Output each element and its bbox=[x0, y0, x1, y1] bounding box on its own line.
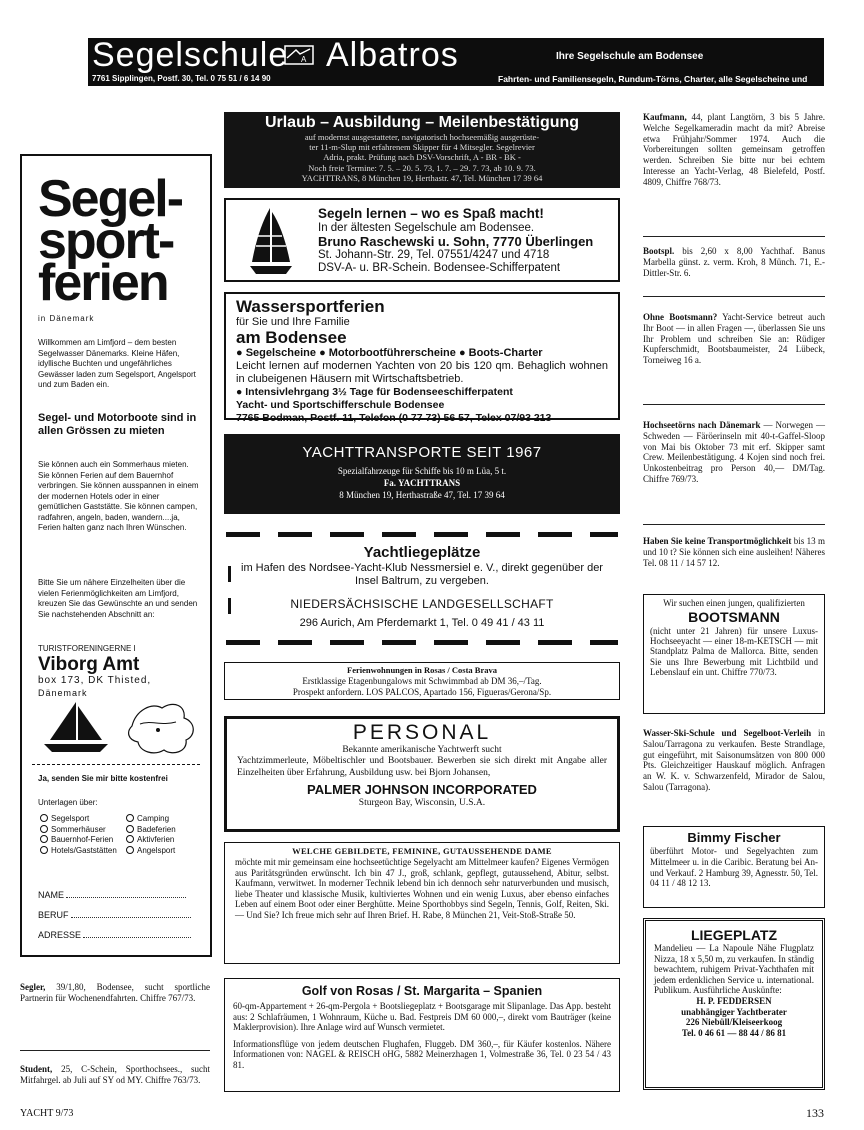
liegeplatz-body: Mandelieu — La Napoule Nähe Flugplatz Nizza, 18 x 5,50 m, zu verkaufen. In ständig bewachtem, ruhigem Privat-Yachthafen mit jedem erdenklichen Service u. international. Publikum. Ausführliche Auskünfte: bbox=[654, 943, 814, 996]
field-label: ADRESSE bbox=[38, 930, 82, 940]
dash-border-bottom bbox=[226, 640, 618, 645]
wassersport-course: ● Intensivlehrgang 3½ Tage für Bodenseeschifferpatent bbox=[236, 386, 513, 398]
daenemark-ad bbox=[20, 154, 212, 957]
golf-body2: Informationsflüge von jedem deutschen Flughafen, Fluggeb. DM 360,–, für Käufer kostenlos. Nähere Informationen von: NAGEL & REISCH oHG, 5882 Meinerzhagen 1, Volmestraße 36, Tel. 0 23 54 / 43 81. bbox=[233, 1038, 611, 1070]
liegeplatz-tel: Tel. 0 46 61 — 88 44 / 86 81 bbox=[681, 1027, 787, 1038]
yachttransporte-ad bbox=[224, 434, 620, 514]
classified-lead: Haben Sie keine Transportmöglichkeit bbox=[643, 536, 792, 546]
classified-segler bbox=[20, 982, 210, 1004]
wassersport-title: Wassersportferien bbox=[236, 297, 385, 316]
bar-mark bbox=[228, 598, 231, 614]
classified-lead: Bootspl. bbox=[643, 246, 675, 256]
urlaub-line: auf modernst ausgestatteter, navigatorisch hochseemäßig ausgerüste- bbox=[304, 132, 540, 142]
checkbox-icon[interactable] bbox=[40, 846, 48, 854]
header-banner bbox=[88, 36, 824, 94]
option-segelsport[interactable] bbox=[40, 814, 130, 825]
bimmy-body: überführt Motor- und Segelyachten zum Mittelmeer u. in die Caribic. Beratung bei An- und Verkauf. 2 Hamburg 39, Agnesstr. 50, Tel. 04 11 / 48 12 13. bbox=[650, 846, 818, 889]
title-line-2: sport- bbox=[38, 212, 174, 270]
coupon-cut-line bbox=[32, 764, 200, 765]
liegeplaetze-address: 296 Aurich, Am Pferdemarkt 1, Tel. 0 49 41 / 43 11 bbox=[299, 617, 545, 629]
personal-title: PERSONAL bbox=[352, 721, 492, 744]
liegeplaetze-text: im Hafen des Nordsee-Yacht-Klub Nessmersiel e. V., direkt gegenüber der Insel Baltrum, zu vergeben. bbox=[241, 562, 603, 587]
golf-title: Golf von Rosas / St. Margarita – Spanien bbox=[301, 984, 543, 998]
checkbox-icon[interactable] bbox=[126, 814, 134, 822]
urlaub-title: Urlaub – Ausbildung – Meilenbestätigung bbox=[264, 114, 580, 131]
transporte-line3: 8 München 19, Herthastraße 47, Tel. 17 39 64 bbox=[339, 490, 505, 500]
org-address: box 173, DK Thisted, bbox=[38, 675, 152, 686]
dame-title: WELCHE GEBILDETE, FEMININE, GUTAUSSEHENDE DAME bbox=[292, 846, 552, 856]
svg-text:A: A bbox=[301, 55, 307, 64]
option-badeferien[interactable] bbox=[126, 825, 206, 836]
raschewski-text bbox=[318, 222, 593, 276]
divider bbox=[20, 1050, 210, 1051]
rosas-ferienwohnungen-ad bbox=[224, 662, 620, 700]
classified-transport bbox=[643, 536, 825, 568]
option-bauernhof[interactable] bbox=[40, 835, 120, 846]
liegeplatz-address: 226 Niebüll/Kleiseerkoog bbox=[685, 1017, 783, 1028]
golf-body: 60-qm-Appartement + 26-qm-Pergola + Bootsliegeplatz + Bootsgarage mit Slipanlage. Das App. besteht aus: 2 Schlafräumen, 1 Wohnraum, Küche u. Bad. Festpreis DM 60 000,–, direkt vom Bauträger (keine Maklerprovision). Ihre Anlage wird auf Wunsch vermietet. bbox=[233, 1001, 611, 1033]
bimmy-fischer-ad bbox=[643, 826, 825, 908]
header-address: 7761 Sipplingen, Postf. 30, Tel. 0 75 51 / 6 14 90 bbox=[92, 74, 271, 83]
sailboat-map-icon bbox=[36, 696, 202, 758]
liegeplaetze-ad bbox=[224, 544, 620, 640]
ad-subtitle: in Dänemark bbox=[38, 314, 95, 323]
brand-right: Albatros bbox=[326, 36, 459, 74]
raschewski-line: Bruno Raschewski u. Sohn, 7770 Überlingen bbox=[318, 234, 594, 250]
personal-line1: Bekannte amerikanische Yachtwerft sucht bbox=[342, 745, 502, 755]
classified-text: 44, plant Langtörn, 3 bis 5 Jahre. Welche Segelkameradin macht da mit? Abreise etwa Frühjahr/Sommer 1974. Auch die Vorbereitungen sollten gemeinsam getroffen werden. Schreiben Sie bitte nur bei echtem Interesse an Yacht-Verlag, 48 Bielefeld, Postf. 4809, Chiffre 768/73. bbox=[643, 112, 825, 187]
divider bbox=[643, 236, 825, 237]
wassersport-bullets: ● Segelscheine ● Motorbootführerscheine ● Boots-Charter bbox=[236, 347, 543, 359]
classified-text: in Salou/Tarragona zu verkaufen. Beste Strandlage, gut eingeführt, mit Saisonumsätzen von 800 000 Pts. Gleichzeitiger Hauskauf möglich. Anfragen an W. K. v. Schwarzenfeld, Mirador de Salou, Salou (Tarragona). bbox=[643, 728, 825, 792]
bar-mark bbox=[228, 566, 231, 582]
bullets-text: Segelscheine ● Motorbootführerscheine ● Boots-Charter bbox=[245, 347, 543, 359]
org-name: Viborg Amt bbox=[38, 654, 140, 675]
classified-text: — Norwegen — Schweden — Färöerinseln mit 40-t-Gaffel-Sloop von Mai bis Oktober 73 mit erf. Skipper samt Crew. Meilenbestätigung. 4 Kojen sind noch frei. Unkostenbeitrag pro Person 40,— DM/Tag. Chiffre 769/73. bbox=[643, 420, 825, 484]
liegeplatz-role: unabhängiger Yachtberater bbox=[681, 1006, 787, 1017]
wassersport-address: 7765 Bodman, Postf. 11, Telefon (0 77 73) 56 57, Telex 07/93 213 bbox=[236, 412, 552, 424]
option-label: Bauernhof-Ferien bbox=[51, 835, 114, 844]
option-hotels[interactable] bbox=[40, 846, 120, 857]
option-aktivferien[interactable] bbox=[126, 835, 206, 846]
bootsmann-title: BOOTSMANN bbox=[688, 608, 780, 625]
bootsmann-body: (nicht unter 21 Jahren) für unsere Luxus-Hochseeyacht — einer 18-m-KETSCH — mit Standplatz Palma de Mallorca. Bitte, senden Sie uns Ihre Bewerbung mit Lichtbild und Lebenslauf ein unt. Chiffre 770/73. bbox=[650, 625, 818, 678]
bootsmann-ad bbox=[643, 594, 825, 714]
urlaub-text bbox=[232, 132, 612, 183]
classified-wasserski bbox=[643, 728, 825, 793]
checkbox-icon[interactable] bbox=[126, 846, 134, 854]
liegeplaetze-title: Yachtliegeplätze bbox=[363, 544, 481, 561]
classified-hochseetoerns bbox=[643, 420, 825, 485]
raschewski-title: Segeln lernen – wo es Spaß macht! bbox=[318, 206, 544, 221]
golf-rosas-ad bbox=[224, 978, 620, 1092]
title-line-1: Segel- bbox=[38, 170, 183, 228]
classified-lead: Hochseetörns nach Dänemark bbox=[643, 420, 761, 430]
divider bbox=[643, 404, 825, 405]
coupon-sub: Unterlagen über: bbox=[38, 798, 98, 807]
personal-ad bbox=[224, 716, 620, 832]
classified-lead: Kaufmann, bbox=[643, 112, 687, 122]
option-sommerhaeuser[interactable] bbox=[40, 825, 130, 836]
org-label: TURISTFORENINGERNE I bbox=[38, 644, 136, 653]
raschewski-ad bbox=[224, 198, 620, 282]
ad-title bbox=[38, 170, 183, 312]
raschewski-line: St. Johann-Str. 29, Tel. 07551/4247 und 4718 bbox=[318, 248, 550, 261]
personal-city: Sturgeon Bay, Wisconsin, U.S.A. bbox=[358, 798, 486, 808]
albatros-logo-icon bbox=[284, 44, 314, 66]
ad-body: Sie können auch ein Sommerhaus mieten. Sie können Ferien auf dem Bauernhof verbringen. Sie können ausspannen in einem der modernen Hotels oder in einer gemütlichen Gaststätte. Sie können campen, radfahren, angeln, baden, wandern....ja, Ferien halten ganz nach Ihren Wünschen. bbox=[38, 460, 199, 532]
classified-bootsplatz bbox=[643, 246, 825, 278]
urlaub-line: ter 11-m-Slup mit erfahrenem Skipper für 4 Mitsegler. Segelrevier bbox=[309, 142, 535, 153]
checkbox-icon[interactable] bbox=[126, 825, 134, 833]
page-number: 133 bbox=[806, 1106, 824, 1120]
checkbox-icon[interactable] bbox=[40, 835, 48, 843]
option-label: Aktivferien bbox=[137, 835, 175, 844]
urlaub-line: YACHTTRANS, 8 München 19, Herthastr. 47, Tel. München 17 39 64 bbox=[301, 172, 543, 183]
liegeplaetze-org: NIEDERSÄCHSISCHE LANDGESELLSCHAFT bbox=[290, 597, 554, 611]
wassersport-ad bbox=[224, 292, 620, 424]
classified-lead: Student, bbox=[20, 1064, 53, 1074]
dame-body: möchte mit mir gemeinsam eine hochseetüchtige Segelyacht am Mittelmeer kaufen? Eigenes Vermögen aus Paritätsgründen erwünscht. Ich bin 47 J., groß, schlank, gepflegt, gutaussehend, Abitur, selbst. Kaufmann, verwitwet. In moderner Technik lebend bin ich dennoch sehr naturverbunden und musisch, liebe Theater und klassische Musik, kultiviertes Wohnen und ein wenig Luxus, aber ebenso einfaches Leben auf einem Boot oder einer Berghütte. Meine Sporthobbys sind Segeln, Tennis, Golf, Reiten, Ski. — Und Sie? Ich freue mich sehr auf Ihren Brief. H. Rabe, 8 München 21, Veit-Stoß-Straße 50. bbox=[235, 857, 609, 920]
option-camping[interactable] bbox=[126, 814, 206, 825]
classified-bootsmann-service bbox=[643, 312, 825, 366]
classified-kaufmann bbox=[643, 112, 825, 188]
title-line-3: ferien bbox=[38, 254, 168, 312]
coupon-head: Ja, senden Sie mir bitte kostenfrei bbox=[38, 774, 168, 783]
options-right bbox=[126, 814, 206, 856]
transporte-line2: Fa. YACHTTRANS bbox=[383, 478, 461, 488]
wassersport-body: Leicht lernen auf modernen Yachten von 20 bis 120 qm. Behaglich wohnen in clubeigenen Häusern mit Wirtschaftsbetrieb. bbox=[236, 360, 608, 385]
option-label: Badeferien bbox=[137, 824, 176, 834]
name-field[interactable] bbox=[38, 890, 202, 902]
options-left bbox=[40, 814, 130, 856]
option-label: Segelsport bbox=[51, 814, 90, 823]
classified-lead: Segler, bbox=[20, 982, 46, 992]
classified-text: bis 13 m und 10 t? Sie können sich eine ausleihen! Näheres Tel. 08 11 / 14 57 12. bbox=[643, 536, 825, 568]
bootsmann-intro: Wir suchen einen jungen, qualifizierten bbox=[663, 598, 805, 608]
org-country: Dänemark bbox=[38, 688, 88, 698]
divider bbox=[643, 296, 825, 297]
ad-intro: Willkommen am Limfjord – dem besten Segelwasser Dänemarks. Kleine Häfen, idyllische Buchten und ungefährliches Gewässer laden zum Segelsport, Angelsport und zum Baden ein. bbox=[38, 338, 196, 389]
bimmy-title: Bimmy Fischer bbox=[687, 830, 781, 845]
classified-text: Yacht-Service betreut auch Ihr Boot — in allen Fragen —, überlassen Sie uns Ihr Problem und schreiben Sie an: Rüdiger Kupferschmidt, Bootsbaumeister, 24 Lübeck, Torneiweg 16 a. bbox=[643, 312, 825, 366]
dame-ad bbox=[224, 842, 620, 964]
wassersport-place: am Bodensee bbox=[236, 328, 347, 347]
classified-lead: Ohne Bootsmann? bbox=[643, 312, 718, 322]
header-tagline: Ihre Segelschule am Bodensee bbox=[556, 51, 704, 62]
beruf-field[interactable] bbox=[38, 910, 202, 922]
divider bbox=[643, 524, 825, 525]
option-angelsport[interactable] bbox=[126, 846, 206, 857]
field-label: NAME bbox=[38, 890, 65, 900]
classified-text: bis 2,60 x 8,00 Yachthaf. Banus Marbella günst. z. verm. Kroh, 8 Münch. 71, E.-Dittler-Str. 6. bbox=[643, 246, 826, 278]
classified-text: 39/1,80, Bodensee, sucht sportliche Partnerin für Wochenendfahrten. Chiffre 767/73. bbox=[20, 982, 211, 1003]
sailboat-icon bbox=[248, 206, 294, 278]
urlaub-ad bbox=[224, 112, 620, 188]
dash-border-top bbox=[226, 532, 618, 537]
classified-student bbox=[20, 1064, 210, 1086]
checkbox-icon[interactable] bbox=[40, 814, 48, 822]
rosas-line2: Prospekt anfordern. LOS PALCOS, Apartado 156, Figueras/Gerona/Sp. bbox=[292, 686, 552, 697]
liegeplatz-ad bbox=[643, 918, 825, 1090]
liegeplatz-name: H. P. FEDDERSEN bbox=[696, 995, 772, 1006]
wassersport-school: Yacht- und Sportschifferschule Bodensee bbox=[236, 399, 445, 411]
transporte-title: YACHTTRANSPORTE SEIT 1967 bbox=[302, 444, 542, 461]
ad-request: Bitte Sie um nähere Einzelheiten über die vielen Ferienmöglichkeiten am Limfjord, kreuzen Sie das Gewünschte an und senden Sie nachstehenden Abschnitt an: bbox=[38, 578, 198, 619]
personal-company: PALMER JOHNSON INCORPORATED bbox=[307, 782, 537, 797]
option-label: Angelsport bbox=[137, 845, 176, 855]
brand-left: Segelschule bbox=[92, 36, 289, 74]
raschewski-line: DSV-A- u. BR-Schein. Bodensee-Schifferpatent bbox=[318, 262, 561, 275]
adresse-field[interactable] bbox=[38, 930, 202, 942]
footer-magazine: YACHT 9/73 bbox=[20, 1108, 74, 1119]
rosas-line1: Erstklassige Etagenbungalows mit Schwimmbad ab DM 36,–/Tag. bbox=[302, 676, 542, 686]
raschewski-line: In der ältesten Segelschule am Bodensee. bbox=[318, 222, 535, 234]
wassersport-sub: für Sie und Ihre Familie bbox=[236, 316, 350, 328]
classified-text: 25, C-Schein, Sporthochsees., sucht Mitfahrgel. ab Juli auf SY od MY. Chiffre 763/73. bbox=[20, 1064, 210, 1085]
option-label: Hotels/Gaststätten bbox=[51, 845, 117, 855]
checkbox-icon[interactable] bbox=[40, 825, 48, 833]
header-services: Fahrten- und Familiensegeln, Rundum-Törns, Charter, alle Segelscheine und Patente bbox=[498, 74, 808, 94]
urlaub-line: Noch freie Termine: 7. 5. – 20. 5. 73, 1. 7. – 29. 7. 73, ab 10. 9. 73. bbox=[308, 162, 536, 173]
checkbox-icon[interactable] bbox=[126, 835, 134, 843]
option-label: Sommerhäuser bbox=[51, 824, 106, 834]
transporte-line1: Spezialfahrzeuge für Schiffe bis 10 m Lüa, 5 t. bbox=[337, 466, 507, 476]
liegeplatz-title: LIEGEPLATZ bbox=[690, 927, 778, 943]
course-text: Intensivlehrgang 3½ Tage für Bodenseeschifferpatent bbox=[245, 386, 513, 398]
rosas-title: Ferienwohnungen in Rosas / Costa Brava bbox=[347, 665, 497, 675]
classified-lead: Wasser-Ski-Schule und Segelboot-Verleih bbox=[643, 728, 812, 738]
ad-headline: Segel- und Motorboote sind in allen Grössen zu mieten bbox=[38, 412, 197, 437]
option-label: Camping bbox=[137, 814, 170, 823]
field-label: BERUF bbox=[38, 910, 69, 920]
urlaub-line: Adria, prakt. Prüfung nach DSV-Vorschrift, A - BR - BK - bbox=[323, 152, 521, 163]
personal-line2: Yachtzimmerleute, Möbeltischler und Bootsbauer. Bewerben sie sich direkt mit Angabe aller Einzelheiten über Erfahrung, Ausbildung usw. bei Bjorn Johansen, bbox=[237, 756, 607, 778]
